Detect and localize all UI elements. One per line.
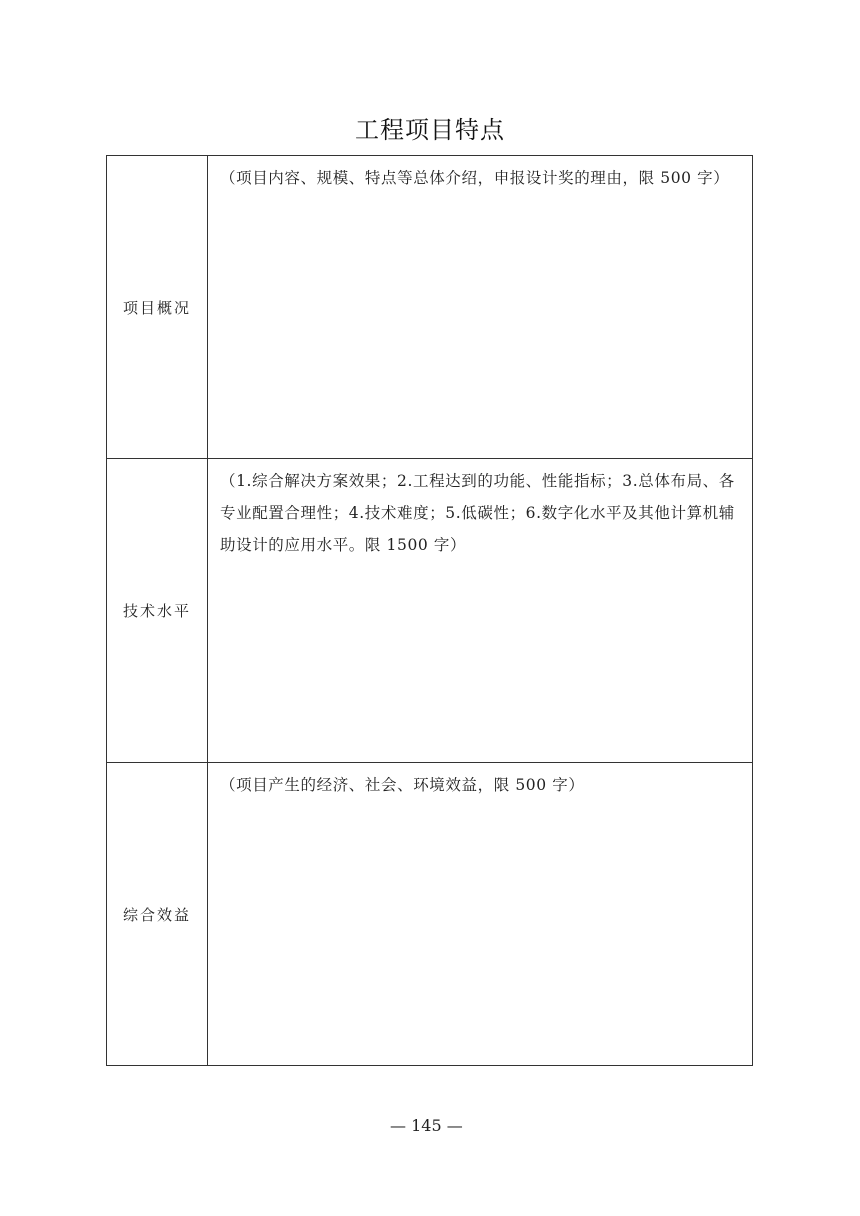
- section-label-benefits: 综合效益: [107, 763, 208, 1066]
- section-row-technical: [107, 459, 753, 763]
- page-number: — 145 —: [390, 1116, 463, 1135]
- section-content-overview[interactable]: （项目内容、规模、特点等总体介绍，申报设计奖的理由，限 500 字）: [208, 156, 753, 459]
- section-row-benefits: [107, 763, 753, 1066]
- section-row-overview: [107, 156, 753, 459]
- page-title: 工程项目特点: [355, 116, 505, 144]
- project-features-table: [106, 155, 753, 1066]
- section-content-benefits[interactable]: （项目产生的经济、社会、环境效益，限 500 字）: [208, 763, 753, 1066]
- section-label-technical: 技术水平: [107, 459, 208, 763]
- section-label-overview: 项目概况: [107, 156, 208, 459]
- section-content-technical[interactable]: （1.综合解决方案效果；2.工程达到的功能、性能指标；3.总体布局、各专业配置合理性；4.技术难度；5.低碳性；6.数字化水平及其他计算机辅助设计的应用水平。限 1500 字）: [208, 459, 753, 763]
